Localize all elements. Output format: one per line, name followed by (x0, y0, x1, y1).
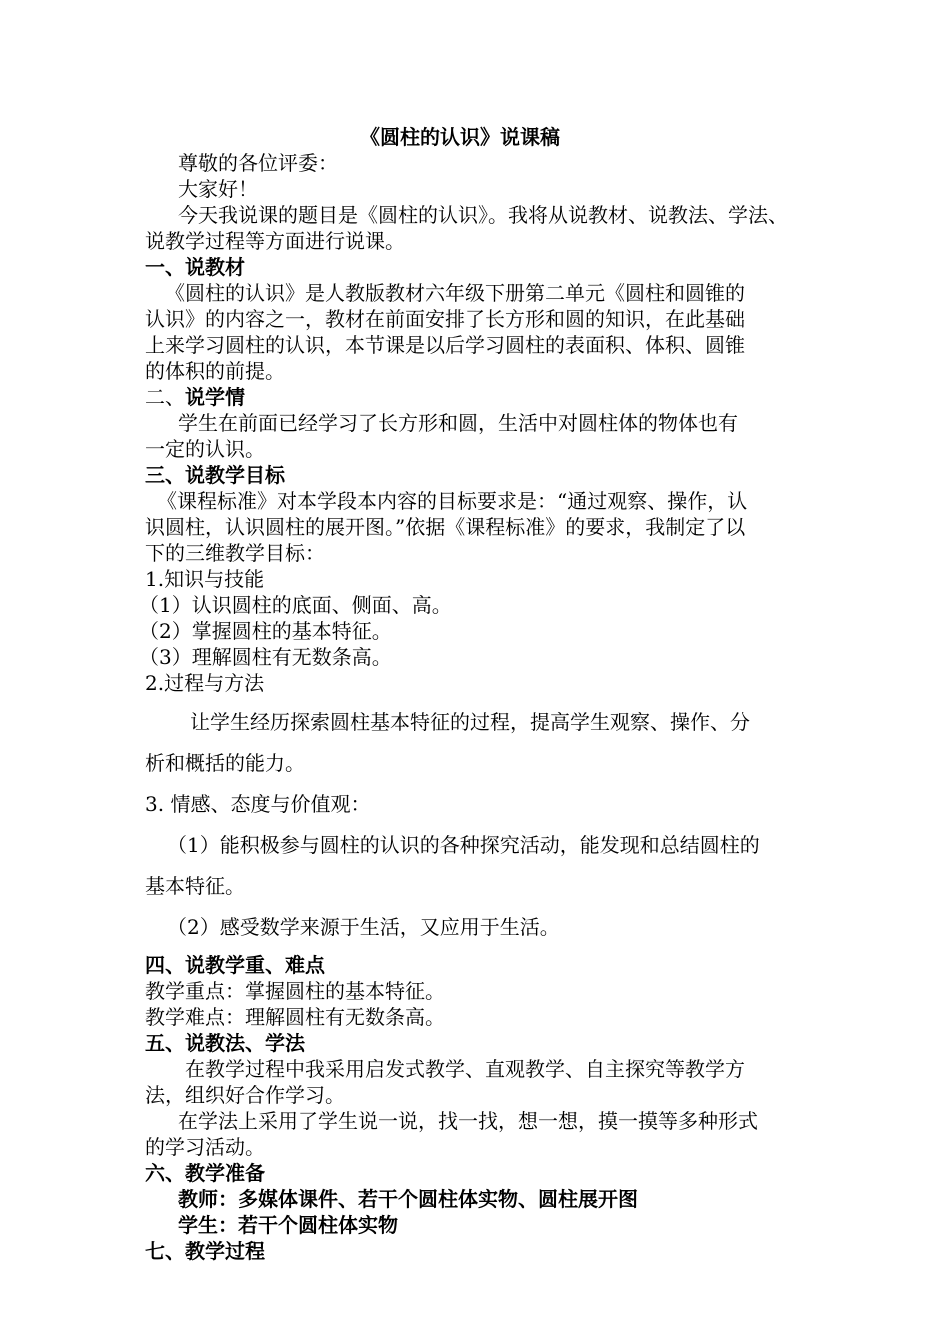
intro-line-1: 今天我说课的题目是《圆柱的认识》。我将从说教材、说教法、学法、 (178, 203, 788, 227)
section-heading-objectives: 三、说教学目标 (145, 463, 285, 487)
objectives-line-1: 《课程标准》对本学段本内容的目标要求是：“通过观察、操作，认 (157, 489, 748, 513)
section-heading-process: 七、教学过程 (145, 1239, 265, 1263)
section-heading-textbook: 一、说教材 (145, 255, 245, 279)
process-title: 2.过程与方法 (145, 671, 265, 695)
keypoint-line: 教学重点：掌握圆柱的基本特征。 (145, 979, 445, 1003)
methods-line-3: 在学法上采用了学生说一说，找一找，想一想，摸一摸等多种形式 (178, 1109, 758, 1133)
section-heading-students (145, 384, 245, 410)
difficulty-line: 教学难点：理解圆柱有无数条高。 (145, 1005, 445, 1029)
textbook-line-3: 上来学习圆柱的认识，本节课是以后学习圆柱的表面积、体积、圆锥 (145, 333, 745, 357)
knowledge-item-2: （2）掌握圆柱的基本特征。 (139, 619, 392, 643)
knowledge-item-1: （1）认识圆柱的底面、侧面、高。 (139, 593, 452, 617)
section-heading-preparation: 六、教学准备 (145, 1161, 265, 1185)
textbook-line-2: 认识》的内容之一，教材在前面安排了长方形和圆的知识，在此基础 (145, 307, 745, 331)
process-line-2: 析和概括的能力。 (145, 751, 305, 775)
knowledge-title: 1.知识与技能 (145, 567, 265, 591)
methods-line-2: 法，组织好合作学习。 (145, 1083, 345, 1107)
document-title: 《圆柱的认识》说课稿 (360, 125, 560, 149)
intro-line-2: 说教学过程等方面进行说课。 (145, 229, 405, 253)
prep-teacher: 教师：多媒体课件、若干个圆柱体实物、圆柱展开图 (178, 1187, 638, 1211)
knowledge-item-3: （3）理解圆柱有无数条高。 (139, 645, 392, 669)
prep-student: 学生：若干个圆柱体实物 (178, 1213, 398, 1237)
section-title: 说学情 (185, 385, 245, 409)
section-number: 二、 (145, 385, 185, 409)
emotion-title: 3. 情感、态度与价值观： (145, 792, 371, 816)
textbook-line-4: 的体积的前提。 (145, 359, 285, 383)
textbook-line-1: 《圆柱的认识》是人教版教材六年级下册第二单元《圆柱和圆锥的 (165, 281, 745, 305)
methods-line-1: 在教学过程中我采用启发式教学、直观教学、自主探究等教学方 (185, 1057, 745, 1081)
process-line-1: 让学生经历探索圆柱基本特征的过程，提高学生观察、操作、分 (190, 710, 750, 734)
emotion-line-3: （2）感受数学来源于生活，又应用于生活。 (167, 915, 560, 939)
greeting-hello: 大家好！ (178, 177, 258, 201)
students-line-1: 学生在前面已经学习了长方形和圆，生活中对圆柱体的物体也有 (178, 411, 738, 435)
greeting-judges: 尊敬的各位评委： (178, 151, 338, 175)
objectives-line-3: 下的三维教学目标： (145, 541, 325, 565)
section-heading-methods: 五、说教法、学法 (145, 1031, 305, 1055)
emotion-line-2: 基本特征。 (145, 874, 245, 898)
section-heading-keypoints: 四、说教学重、难点 (145, 953, 325, 977)
emotion-line-1: （1）能积极参与圆柱的认识的各种探究活动，能发现和总结圆柱的 (167, 833, 760, 857)
methods-line-4: 的学习活动。 (145, 1135, 265, 1159)
objectives-line-2: 识圆柱，认识圆柱的展开图。”依据《课程标准》的要求，我制定了以 (145, 515, 746, 539)
students-line-2: 一定的认识。 (145, 437, 265, 461)
